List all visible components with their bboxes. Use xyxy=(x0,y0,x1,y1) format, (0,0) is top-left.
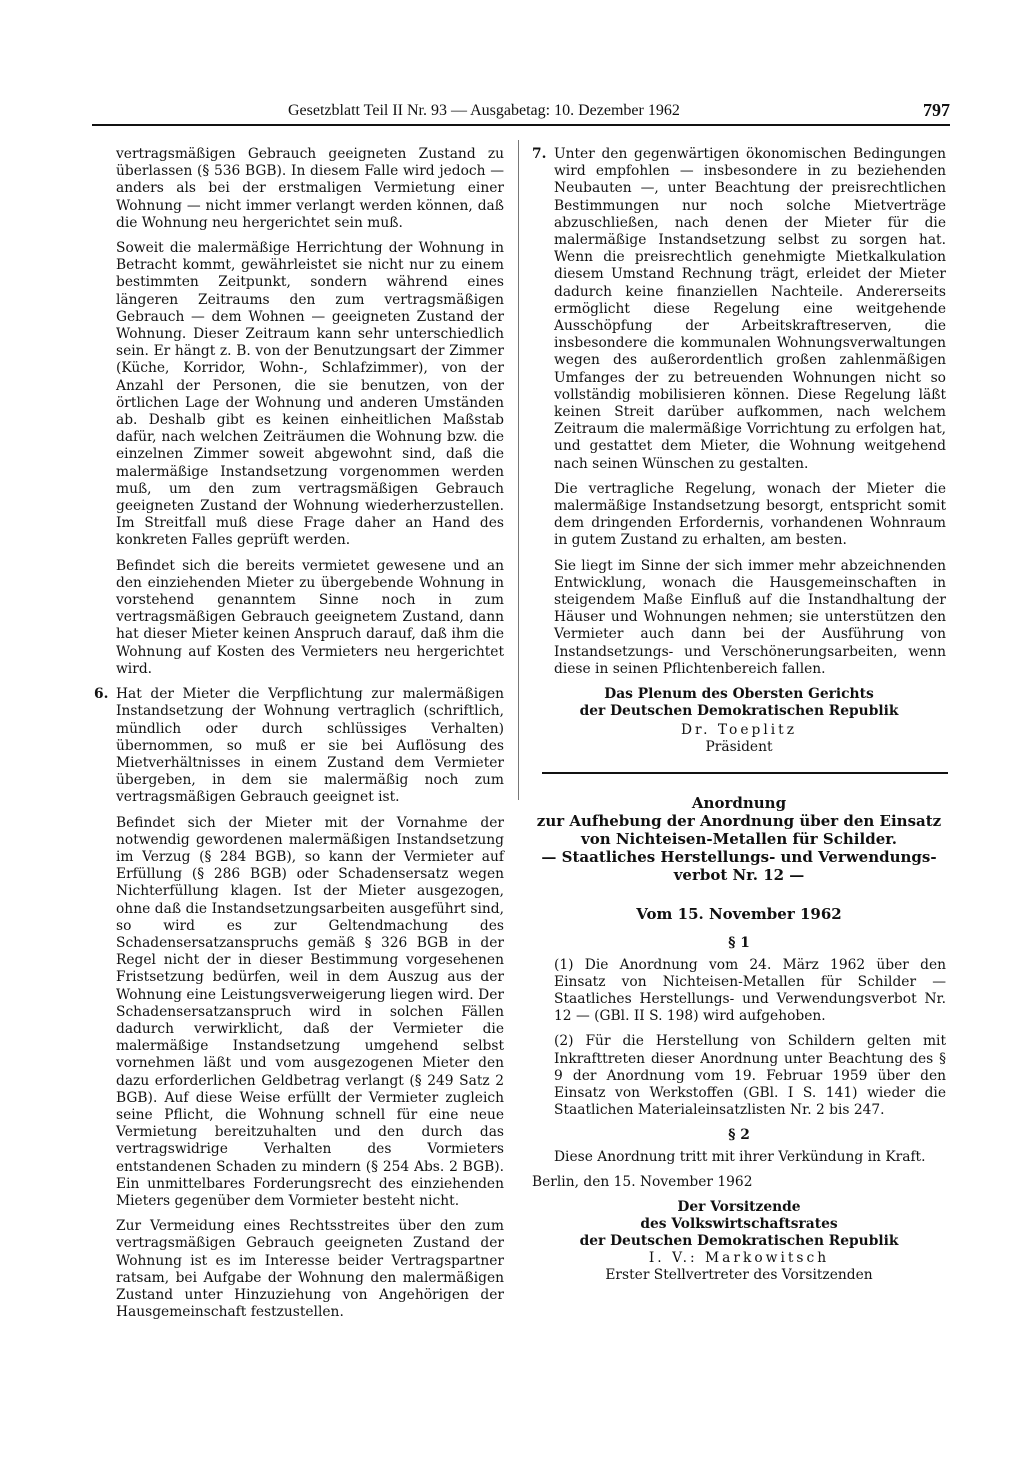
ordinance-title-line: Anordnung xyxy=(691,794,787,813)
signatory-name: I. V.: Markowitsch xyxy=(648,1249,830,1266)
item-number: 7. xyxy=(532,146,547,162)
item-number: 6. xyxy=(94,686,109,703)
signature-line: des Volkswirtschaftsrates xyxy=(640,1215,838,1232)
signature-line: Das Plenum des Obersten Gerichts xyxy=(604,686,874,703)
paragraph: vertragsmäßigen Gebrauch geeigneten Zustand zu überlassen (§ 536 BGB). In diesem Falle wird jedoch — anders als bei der erstmaligen Vermietung einer Wohnung — nicht immer verlangt werden können, daß die Wohnung neu hergerichtet sein muß. xyxy=(116,146,504,231)
section-heading: § 1 xyxy=(728,935,750,952)
signatory-role: Erster Stellvertreter des Vorsitzenden xyxy=(605,1266,873,1283)
place-date: Berlin, den 15. November 1962 xyxy=(532,1173,753,1190)
paragraph: Zur Vermeidung eines Rechtsstreites über den zum vertragsmäßigen Gebrauch geeigneten Zustand der Wohnung ist es im Interesse beider Vertragspartner ratsam, bei Aufgabe der Wohnung den malermäßigen Zustand unter Hinzuziehung von Angehörigen der Hausgemeinschaft festzustellen. xyxy=(116,1218,504,1321)
ordinance-title-line: — Staatliches Herstellungs- und Verwendungs- xyxy=(541,848,937,867)
paragraph: Diese Anordnung tritt mit ihrer Verkündung in Kraft. xyxy=(554,1148,926,1165)
column-divider xyxy=(518,140,519,800)
paragraph: Unter den gegenwärtigen ökonomischen Bedingungen wird empfohlen — insbesondere in zu beziehenden Neubauten —, unter Beachtung der preisrechtlichen Bestimmungen nur noch solche Mietverträge abzuschließen, nach denen der Mieter für die malermäßige Instandsetzung selbst zu sorgen hat. Wenn die preisrechtlich genehmigte Mietkalkulation diesem Umstand Rechnung trägt, erleidet der Mieter dadurch keine finanziellen Nachteile. Andererseits ermöglicht diese Regelung eine weitgehende Ausschöpfung der Arbeitskraftreserven, die insbesondere die kommunalen Wohnungsverwaltungen wegen des außerordentlich großen zahlenmäßigen Umfanges der zu betreuenden Wohnungen nicht so vollständig mobilisieren können. Diese Regelung läßt keinen Streit darüber aufkommen, nach welchem Zeitraum die malermäßige Vorrichtung zu erfolgen hat, und gestattet dem Mieter, die Wohnung weitgehend nach seinen Wünschen zu gestalten. xyxy=(554,146,946,472)
signature-line: Der Vorsitzende xyxy=(677,1198,801,1215)
paragraph: (2) Für die Herstellung von Schildern gelten mit Inkrafttreten dieser Anordnung unter Beachtung des § 9 der Anordnung vom 19. Februar 1959 über den Einsatz von Werkstoffen (GBl. I S. 141) wieder die Staatlichen Materialeinsatzlisten Nr. 2 bis 247. xyxy=(554,1033,946,1119)
ordinance-title-line: verbot Nr. 12 — xyxy=(673,866,805,885)
paragraph: Sie liegt im Sinne der sich immer mehr abzeichnenden Entwicklung, wonach die Hausgemeinschaften in steigendem Maße Einfluß auf die Instandhaltung der Häuser und Wohnungen nehmen; sie unterstützen den Vermieter auch dann bei der Ausführung von Instandsetzungs- und Verschönerungsarbeiten, wenn diese in seinen Pflichtenbereich fallen. xyxy=(554,557,946,677)
paragraph: Soweit die malermäßige Herrichtung der Wohnung in Betracht kommt, gewährleistet sie nicht nur zu einem bestimmten Zeitpunkt, sondern während eines längeren Zeitraums den zum vertragsmäßigen Gebrauch — dem Wohnen — geeigneten Zustand der Wohnung. Dieser Zeitraum kann sehr unterschiedlich sein. Er hängt z. B. von der Benutzungsart der Zimmer (Küche, Korridor, Wohn-, Schlafzimmer), von der Anzahl der Personen, die sie benutzen, von der örtlichen Lage der Wohnung und anderen Umständen ab. Deshalb gibt es keinen einheitlichen Maßstab dafür, nach welchen Zeiträumen die Wohnung bzw. die einzelnen Zimmer soweit abgewohnt sind, daß die malermäßige Instandsetzung vorgenommen werden muß, um den zum vertragsmäßigen Gebrauch geeigneten Zustand der Wohnung wiederherzustellen. Im Streitfall muß diese Frage daher an Hand des konkreten Falles geprüft werden. xyxy=(116,240,504,549)
paragraph: Befindet sich der Mieter mit der Vornahme der notwendig gewordenen malermäßigen Instandsetzung im Verzug (§ 284 BGB), so kann der Vermieter auf Erfüllung (§ 286 BGB) oder Schadensersatz wegen Nichterfüllung klagen. Ist der Mieter ausgezogen, ohne daß die Instandsetzungsarbeiten ausgeführt sind, so wird es zur Geltendmachung des Schadensersatzanspruchs gemäß § 326 BGB in der Regel nicht der in dieser Bestimmung vorgesehenen Fristsetzung bedürfen, weil in dem Auszug aus der Wohnung eine Leistungsverweigerung liegen wird. Der Schadensersatzanspruch wird in solchen Fällen dadurch verwirklicht, daß der Vermieter die malermäßige Instandsetzung umgehend selbst vornehmen läßt und vom ausgezogenen Mieter den dazu erforderlichen Geldbetrag verlangt (§ 249 Satz 2 BGB). Auf diese Weise erfüllt der Vermieter zugleich seine Pflicht, die Wohnung schnell für eine neue Vermietung bereitzuhalten und den durch das vertragswidrige Verhalten des Vormieters entstandenen Schaden zu mindern (§ 254 Abs. 2 BGB). Ein unmittelbares Forderungsrecht des einziehenden Mieters gegenüber dem Vormieter besteht nicht. xyxy=(116,814,504,1209)
numbered-item-6 xyxy=(94,686,504,806)
left-column xyxy=(94,146,504,1329)
paragraph: Die vertragliche Regelung, wonach der Mieter die malermäßige Instandsetzung besorgt, entspricht somit dem dringenden Erfordernis, vorhandenen Wohnraum in gutem Zustand zu erhalten, am besten. xyxy=(554,480,946,549)
ordinance-title xyxy=(532,794,946,884)
signatory-name: Dr. Toeplitz xyxy=(681,722,797,739)
paragraph: (1) Die Anordnung vom 24. März 1962 über den Einsatz von Nichteisen-Metallen für Schilder — Staatliches Herstellungs- und Verwendungsverbot Nr. 12 — (GBl. II S. 198) wird aufgehoben. xyxy=(554,956,946,1025)
paragraph: Befindet sich die bereits vermietet gewesene und an den einziehenden Mieter zu übergebende Wohnung in vorstehend genanntem Sinne noch in zum vertragsmäßigen Gebrauch geeignetem Zustand, dann hat dieser Mieter keinen Anspruch darauf, daß ihm die Wohnung auf Kosten des Vermieters neu hergerichtet wird. xyxy=(116,557,504,677)
right-column xyxy=(532,146,946,1284)
ordinance-title-line: zur Aufhebung der Anordnung über den Einsatz xyxy=(536,812,942,831)
numbered-item-7 xyxy=(532,146,946,473)
court-signature xyxy=(532,686,946,756)
page-number: 797 xyxy=(923,100,950,120)
page-header xyxy=(92,100,950,124)
section-divider xyxy=(542,772,948,774)
paragraph: Hat der Mieter die Verpflichtung zur malermäßigen Instandsetzung der Wohnung vertraglich (schriftlich, mündlich oder durch schlüssiges Verhalten) übernommen, so muß er sie bei Auflösung des Mietverhältnisses in einem Zustand dem Vermieter übergeben, in dem sie malermäßig noch zum vertragsmäßigen Gebrauch geeignet ist. xyxy=(116,686,504,806)
signature-line: der Deutschen Demokratischen Republik xyxy=(579,1232,899,1249)
signatory-role: Präsident xyxy=(705,739,773,756)
header-title: Gesetzblatt Teil II Nr. 93 — Ausgabetag: 10. Dezember 1962 xyxy=(288,102,680,119)
header-rule xyxy=(92,124,950,126)
signature-line: der Deutschen Demokratischen Republik xyxy=(579,703,899,720)
council-signature xyxy=(532,1199,946,1284)
section-heading: § 2 xyxy=(728,1127,750,1144)
ordinance-date: Vom 15. November 1962 xyxy=(636,905,842,924)
ordinance-title-line: von Nichteisen-Metallen für Schilder. xyxy=(581,830,897,849)
